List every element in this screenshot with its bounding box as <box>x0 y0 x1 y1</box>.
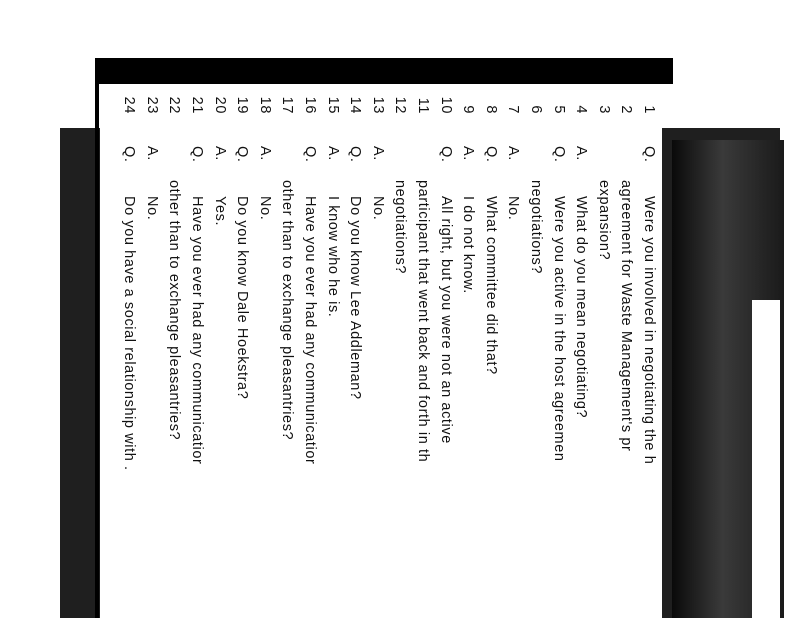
line-number: 9 <box>460 105 477 114</box>
speaker-label: Q. <box>482 146 499 163</box>
speaker-label: Q. <box>641 146 657 163</box>
speaker-label: Q. <box>437 146 454 163</box>
line-text: Were you active in the host agreemen <box>550 196 567 462</box>
line-text: Do you know Dale Hoekstra? <box>234 196 251 400</box>
line-number: 1 <box>641 105 657 114</box>
line-number: 11 <box>415 97 431 114</box>
line-number: 10 <box>437 96 454 114</box>
line-text: negotiations? <box>392 180 409 275</box>
line-number: 4 <box>573 105 590 114</box>
line-text: expansion? <box>595 180 612 261</box>
speaker-label: A. <box>460 146 477 161</box>
line-text: What committee did that? <box>482 196 499 375</box>
speaker-label: A. <box>256 146 273 161</box>
line-text: No. <box>505 196 522 221</box>
speaker-label: Q. <box>121 146 138 163</box>
line-number: 7 <box>505 105 522 114</box>
speaker-label: Q. <box>189 146 205 163</box>
line-number: 22 <box>166 96 183 114</box>
line-text: I do not know. <box>460 196 477 294</box>
line-text: No. <box>143 196 160 221</box>
line-text: agreement for Waste Management's pr <box>618 180 635 452</box>
line-text: No. <box>256 196 273 221</box>
line-number: 6 <box>528 105 544 114</box>
deposition-transcript <box>100 84 662 618</box>
line-text: participant that went back and forth in th <box>415 180 431 463</box>
page-left-edge <box>95 70 99 618</box>
line-number: 2 <box>618 105 635 114</box>
line-text: Do you know Lee Addleman? <box>347 196 364 400</box>
line-text: No. <box>369 196 386 221</box>
speaker-label: A. <box>143 146 160 161</box>
line-number: 16 <box>302 96 318 114</box>
line-text: Yes. <box>211 196 228 227</box>
line-text: negotiations? <box>528 180 544 275</box>
speaker-label: Q. <box>550 146 567 163</box>
speaker-label: Q. <box>347 146 364 163</box>
line-number: 20 <box>211 96 228 114</box>
line-text: Do you have a social relationship with . <box>121 196 138 471</box>
line-text: I know who he is. <box>324 196 341 318</box>
line-number: 8 <box>482 105 499 114</box>
page-top-edge <box>95 58 673 84</box>
scan-margin-right <box>752 300 780 618</box>
line-number: 19 <box>234 96 251 114</box>
speaker-label: Q. <box>234 146 251 163</box>
line-text: other than to exchange pleasantries? <box>279 180 296 441</box>
line-number: 14 <box>347 96 364 114</box>
line-text: Have you ever had any communicatior <box>189 196 205 465</box>
speaker-label: A. <box>505 146 522 161</box>
line-text: Were you involved in negotiating the h <box>641 196 657 465</box>
line-number: 18 <box>256 96 273 114</box>
line-text: Have you ever had any communicatior <box>302 196 318 465</box>
line-number: 21 <box>189 96 205 114</box>
line-text: All right, but you were not an active <box>437 196 454 444</box>
line-number: 24 <box>121 96 138 114</box>
line-number: 5 <box>550 105 567 114</box>
line-text: other than to exchange pleasantries? <box>166 180 183 441</box>
line-number: 3 <box>595 105 612 114</box>
line-number: 23 <box>143 96 160 114</box>
speaker-label: A. <box>369 146 386 161</box>
line-number: 17 <box>279 96 296 114</box>
speaker-label: A. <box>324 146 341 161</box>
speaker-label: Q. <box>302 146 318 163</box>
line-number: 12 <box>392 96 409 114</box>
line-number: 15 <box>324 96 341 114</box>
speaker-label: A. <box>211 146 228 161</box>
line-number: 13 <box>369 96 386 114</box>
line-text: What do you mean negotiating? <box>573 196 590 419</box>
speaker-label: A. <box>573 146 590 161</box>
